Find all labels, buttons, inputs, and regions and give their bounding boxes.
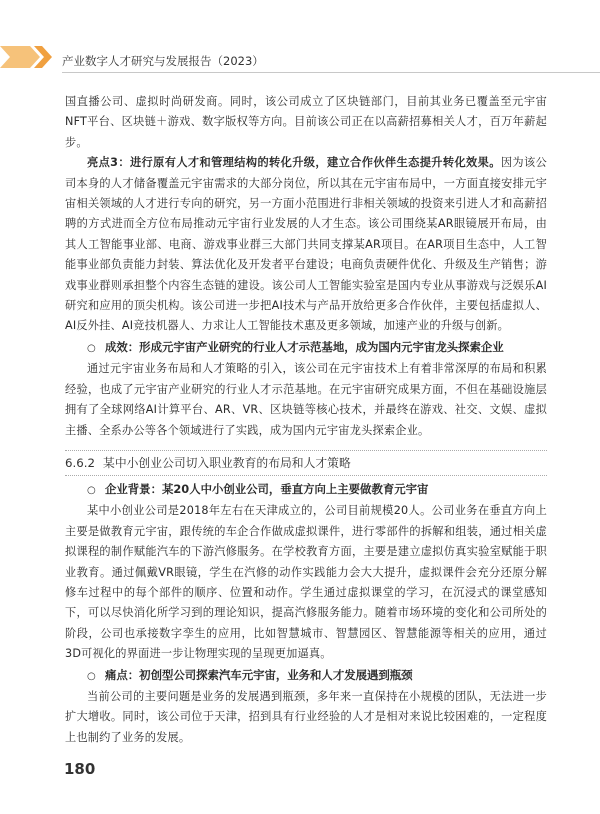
paragraph-1: 国直播公司、虚拟时尚研发商。同时，该公司成立了区块链部门，目前其业务已覆盖至元宇宙NFT平台、区块链＋游戏、数字版权等方向。目前该公司正在以高薪招募相关人才，百万年薪起步。 — [65, 95, 547, 149]
results-heading-text: 成效：形成元宇宙产业研究的行业人才示范基地，成为国内元宇宙龙头探索企业 — [105, 339, 504, 354]
running-header-title: 产业数字人才研究与发展报告（2023） — [62, 54, 264, 68]
section-heading-6-6-2 — [65, 450, 547, 476]
section-title: 某中小创业公司切入职业教育的布局和人才策略 — [103, 455, 351, 470]
header-chevron-icon — [0, 46, 60, 68]
circle-bullet-icon: ○ — [87, 342, 96, 354]
background-heading-text: 企业背景：某20人中小创业公司，垂直方向上主要做教育元宇宙 — [105, 481, 429, 496]
paragraph-2 — [65, 153, 547, 337]
pain-point-heading — [65, 665, 547, 687]
header-rule — [62, 72, 600, 73]
highlight-3-heading: 亮点3：进行原有人才和管理结构的转化升级，建立合作伙伴生态提升转化效果。 — [87, 156, 501, 170]
background-heading — [65, 479, 547, 501]
page-body — [65, 92, 547, 748]
circle-bullet-icon: ○ — [87, 484, 96, 496]
highlight-3-text: 因为该公司本身的人才储备覆盖元宇宙需求的大部分岗位，所以其在元宇宙布局中，一方面直接安排元宇宙相关领域的人才进行专向的研究，另一方面小范围进行非相关领域的投资来引进人才和高薪招聘的方式进而全方位布局推动元宇宙行业发展的人才生态。该公司围绕某AR眼镜展开布局，由其人工智能事业部、电商、游戏事业群三大部门共同支撑某AR项目。在AR项目生态中，人工智能事业部负责能力封装、算法优化及开发者平台建设；电商负责硬件优化、升级及生产销售；游戏事业群则承担整个内容生态链的建设。该公司人工智能实验室是国内专业从事游戏与泛娱乐AI研究和应用的顶尖机构。该公司进一步把AI技术与产品开放给更多合作伙伴，主要包括虚拟人、AI反外挂、AI竞技机器人、力求让人工智能技术惠及更多领域，加速产业的升级与创新。 — [65, 156, 547, 333]
section-number: 6.6.2 — [65, 455, 96, 470]
circle-bullet-icon: ○ — [87, 670, 96, 682]
paragraph-3: 通过元宇宙业务布局和人才策略的引入，该公司在元宇宙技术上有着非常深厚的布局和积累经验，也成了元宇宙产业研究的行业人才示范基地。在元宇宙研究成果方面，不但在基础设施层拥有了全球网络AI计算平台、AR、VR、区块链等核心技术，并最终在游戏、社交、文娱、虚拟主播、全系办公等各个领域进行了实践，成为国内元宇宙龙头探索企业。 — [65, 362, 547, 437]
paragraph-4: 某中小创业公司是2018年左右在天津成立的，公司目前规模20人。公司业务在垂直方向上主要是做教育元宇宙，跟传统的车企合作做成虚拟课件，进行零部件的拆解和组装，通过相关虚拟课程的制作赋能汽车的下游汽修服务。在学校教育方面，主要是建立虚拟仿真实验室赋能于职业教育。通过佩戴VR眼镜，学生在汽修的动作实践能力会大大提升，虚拟课件会充分还原分解修车过程中的每个部件的顺序、位置和动作。学生通过虚拟课堂的学习，在沉浸式的课堂感知下，可以尽快消化所学习到的理论知识，提高汽修服务能力。随着市场环境的变化和公司所处的阶段，公司也承接数字孪生的应用，比如智慧城市、智慧园区、智慧能源等相关的应用，通过3D可视化的界面进一步让物理实现的呈现更加逼真。 — [65, 504, 547, 661]
page-number: 180 — [64, 760, 96, 778]
pain-point-heading-text: 痛点：初创型公司探索汽车元宇宙，业务和人才发展遇到瓶颈 — [105, 667, 413, 682]
results-heading — [65, 337, 547, 359]
paragraph-5: 当前公司的主要问题是业务的发展遇到瓶颈，多年来一直保持在小规模的团队，无法进一步扩大增收。同时，该公司位于天津，招到具有行业经验的人才是相对来说比较困难的，一定程度上也制约了业务的发展。 — [65, 689, 547, 744]
